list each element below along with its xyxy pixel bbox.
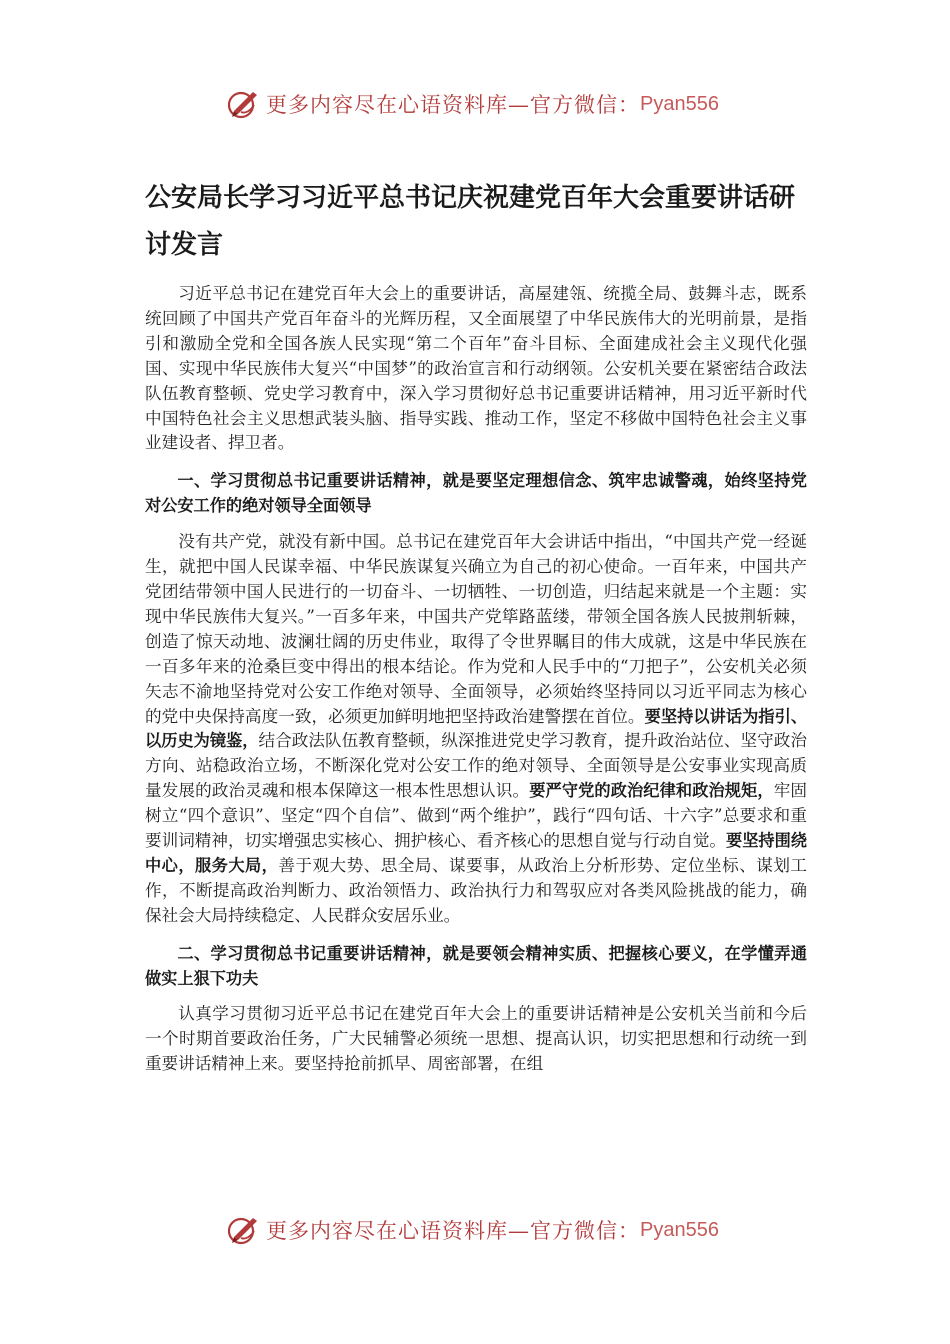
emphasis-run: 要坚持围绕中心，服务大局，: [145, 831, 807, 875]
document-title: 公安局长学习习近平总书记庆祝建党百年大会重要讲话研讨发言: [145, 183, 796, 260]
text-run: 没有共产党，就没有新中国。总书记在建党百年大会讲话中指出，“中国共产党一经诞生，就把中国人民谋幸福、中华民族谋复兴确立为自己的初心使命。一百年来，中国共产党团结带领中国人民进行的一切奋斗、一切牺牲、一切创造，归结起来就是一个主题：实现中华民族伟大复兴。”一百多年来，中国共产党筚路蓝缕，带领全国各族人民披荆斩棘，创造了惊天动地、波澜壮阔的历史伟业，取得了令世界瞩目的伟大成就，这是中华民族在一百多年来的沧桑巨变中得出的根本结论。作为党和人民手中的“刀把子”，公安机关必须矢志不渝地坚持党对公安工作绝对领导、全面领导，必须始终坚持同以习近平同志为核心的党中央保持高度一致，必须更加鲜明地把坚持政治建警摆在首位。: [145, 532, 807, 726]
pen-logo-icon: [226, 1212, 262, 1248]
banner-text: 更多内容尽在心语资料库—官方微信：: [266, 93, 640, 117]
banner-text: 更多内容尽在心语资料库—官方微信：: [266, 1219, 640, 1243]
pen-logo-icon: [226, 86, 262, 122]
intro-paragraph: 习近平总书记在建党百年大会上的重要讲话，高屋建瓴、统揽全局、鼓舞斗志，既系统回顾了中国共产党百年奋斗的光辉历程，又全面展望了中华民族伟大的光明前景，是指引和激励全党和全国各族人民实现“第二个百年”奋斗目标、全面建成社会主义现代化强国、实现中华民族伟大复兴“中国梦”的政治宣言和行动纲领。公安机关要在紧密结合政法队伍教育整顿、党史学习教育中，深入学习贯彻好总书记重要讲话精神，用习近平新时代中国特色社会主义思想武装头脑、指导实践、推动工作，坚定不移做中国特色社会主义事业建设者、捍卫者。: [145, 284, 807, 453]
emphasis-run: 要严守党的政治纪律和政治规矩，: [529, 781, 774, 801]
banner-wechat-id: Pyan556: [640, 1218, 719, 1241]
text-run: 结合政法队伍教育整顿，纵深推进党史学习教育，提升政治站位、坚守政治方向、站稳政治立场，不断深化党对公安工作的绝对领导、全面领导是公安事业实现高质量发展的政治灵魂和根本保障这一根本性思想认识。: [145, 731, 808, 801]
text-run: 牢固树立“四个意识”、坚定“四个自信”、做到“两个维护”，践行“四句话、十六字”总要求和重要训词精神，切实增强忠实核心、拥护核心、看齐核心的思想自觉与行动自觉。: [145, 781, 808, 851]
footer-banner: [226, 1210, 719, 1250]
document-body: [145, 282, 807, 1077]
section-1-paragraph: [145, 530, 807, 929]
text-run: 善于观大势、思全局、谋要事，从政治上分析形势、定位坐标、谋划工作，不断提高政治判断力、政治领悟力、政治执行力和驾驭应对各类风险挑战的能力，确保社会大局持续稳定、人民群众安居乐业。: [145, 855, 808, 925]
header-banner: [226, 84, 719, 124]
section-heading-1: 一、学习贯彻总书记重要讲话精神，就是要坚定理想信念、筑牢忠诚警魂，始终坚持党对公安工作的绝对领导全面领导: [145, 471, 807, 516]
section-heading-2: 二、学习贯彻总书记重要讲话精神，就是要领会精神实质、把握核心要义，在学懂弄通做实上狠下功夫: [145, 943, 807, 988]
banner-wechat-id: Pyan556: [640, 92, 719, 115]
section-2-paragraph: 认真学习贯彻习近平总书记在建党百年大会上的重要讲话精神是公安机关当前和今后一个时期首要政治任务，广大民辅警必须统一思想、提高认识，切实把思想和行动统一到重要讲话精神上来。要坚持抢前抓早、周密部署，在组: [145, 1004, 807, 1074]
emphasis-run: 要坚持以讲话为指引、以历史为镜鉴，: [145, 706, 808, 751]
